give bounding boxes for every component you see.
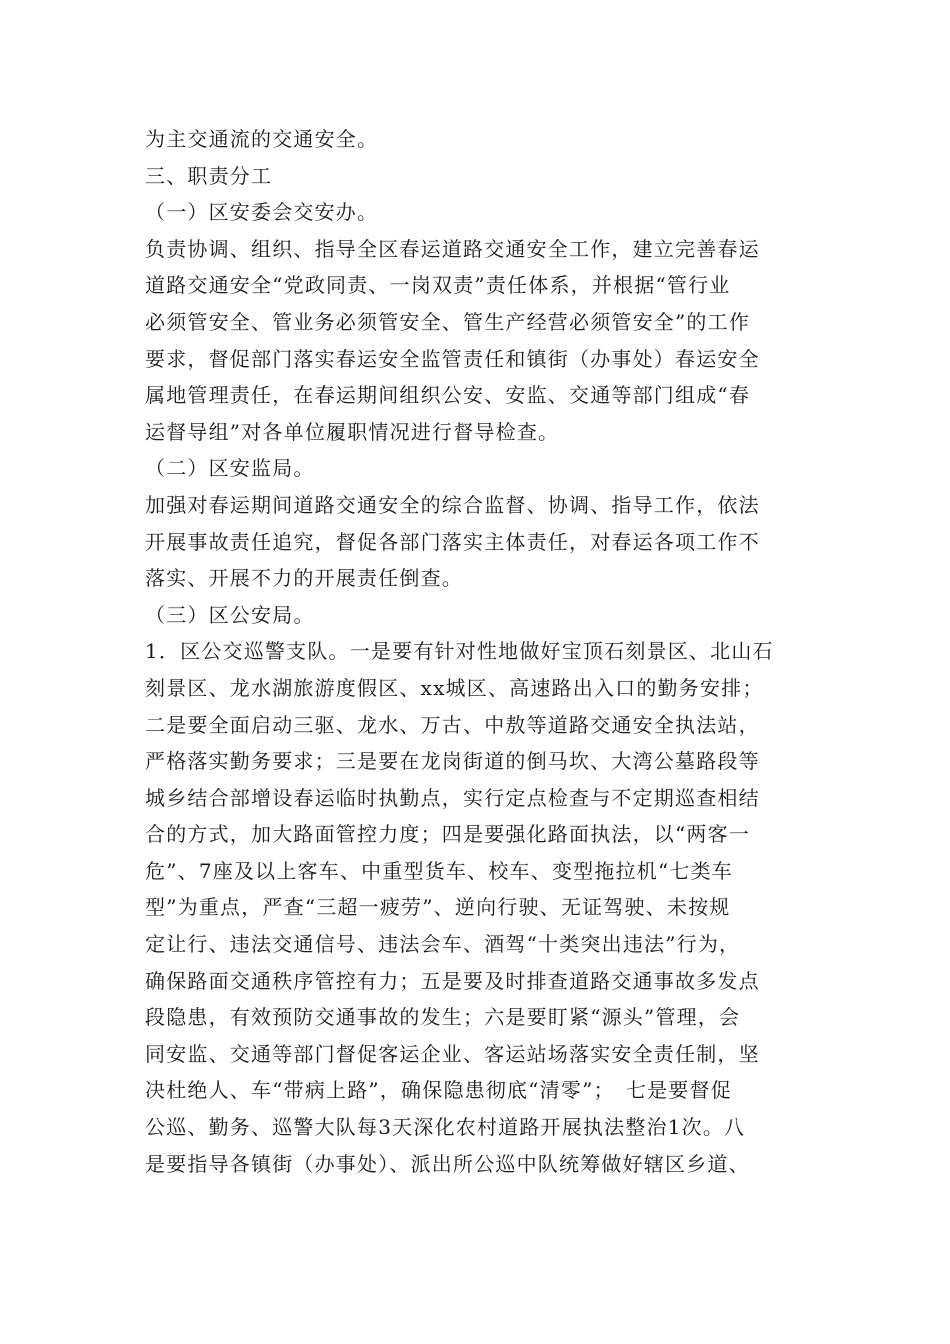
text-line: 属地管理责任，在春运期间组织公安、安监、交通等部门组成“春 [145, 383, 751, 408]
text-line: 严格落实勤务要求；三是要在龙岗街道的倒马坎、大湾公墓路段等 [145, 749, 760, 774]
text-line: 开展事故责任追究，督促各部门落实主体责任，对春运各项工作不 [145, 529, 760, 554]
text-line: 落实、开展不力的开展责任倒查。 [145, 566, 463, 591]
text-line: 型”为重点，严查“三超一疲劳”、逆向行驶、无证驾驶、未按规 [145, 895, 731, 920]
text-line: 运督导组”对各单位履职情况进行督导检查。 [145, 419, 560, 444]
subsection-heading: （一）区安委会交安办。 [145, 200, 379, 225]
subsection-heading: （三）区公安局。 [145, 602, 315, 627]
text-line: 决杜绝人、车“带病上路”，确保隐患彻底“清零”； 七是要督促 [145, 1078, 732, 1103]
text-line: 合的方式，加大路面管控力度；四是要强化路面执法，以“两客一 [145, 822, 751, 847]
text-line: 定让行、违法交通信号、违法会车、酒驾“十类突出违法”行为， [145, 932, 741, 957]
text-line: 为主交通流的交通安全。 [145, 127, 379, 151]
document-body [145, 121, 805, 1182]
text-line: 城乡结合部增设春运临时执勤点，实行定点检查与不定期巡查相结 [145, 785, 760, 810]
text-line: 段隐患，有效预防交通事故的发生；六是要盯紧“源头”管理，会 [145, 1005, 741, 1030]
text-line: 公巡、勤务、巡警大队每3天深化农村道路开展执法整治1次。八 [145, 1115, 746, 1140]
text-line: 是要指导各镇街（办事处）、派出所公巡中队统筹做好辖区乡道、 [145, 1151, 750, 1176]
subsection-heading: （二）区安监局。 [145, 456, 315, 481]
text-line: 加强对春运期间道路交通安全的综合监督、协调、指导工作，依法 [145, 492, 760, 517]
text-line: 要求，督促部门落实春运安全监管责任和镇街（办事处）春运安全 [145, 346, 760, 371]
text-line: 危”、7座及以上客车、中重型货车、校车、变型拖拉机“七类车 [145, 858, 733, 883]
text-line: 负责协调、组织、指导全区春运道路交通安全工作，建立完善春运 [145, 236, 760, 261]
text-line: 必须管安全、管业务必须管安全、管生产经营必须管安全”的工作 [145, 309, 751, 334]
text-line: 同安监、交通等部门督促客运企业、客运站场落实安全责任制，坚 [145, 1041, 760, 1066]
text-line: 道路交通安全“党政同责、一岗双责”责任体系，并根据“管行业 [145, 273, 731, 298]
section-heading: 三、职责分工 [145, 163, 273, 188]
text-line: 1．区公交巡警支队。一是要有针对性地做好宝顶石刻景区、北山石 [145, 639, 774, 664]
text-line: 确保路面交通秩序管控有力；五是要及时排查道路交通事故多发点 [145, 968, 760, 993]
text-line: 刻景区、龙水湖旅游度假区、xx城区、高速路出入口的勤务安排； [145, 675, 764, 700]
text-line: 二是要全面启动三驱、龙水、万古、中敖等道路交通安全执法站， [145, 712, 760, 737]
